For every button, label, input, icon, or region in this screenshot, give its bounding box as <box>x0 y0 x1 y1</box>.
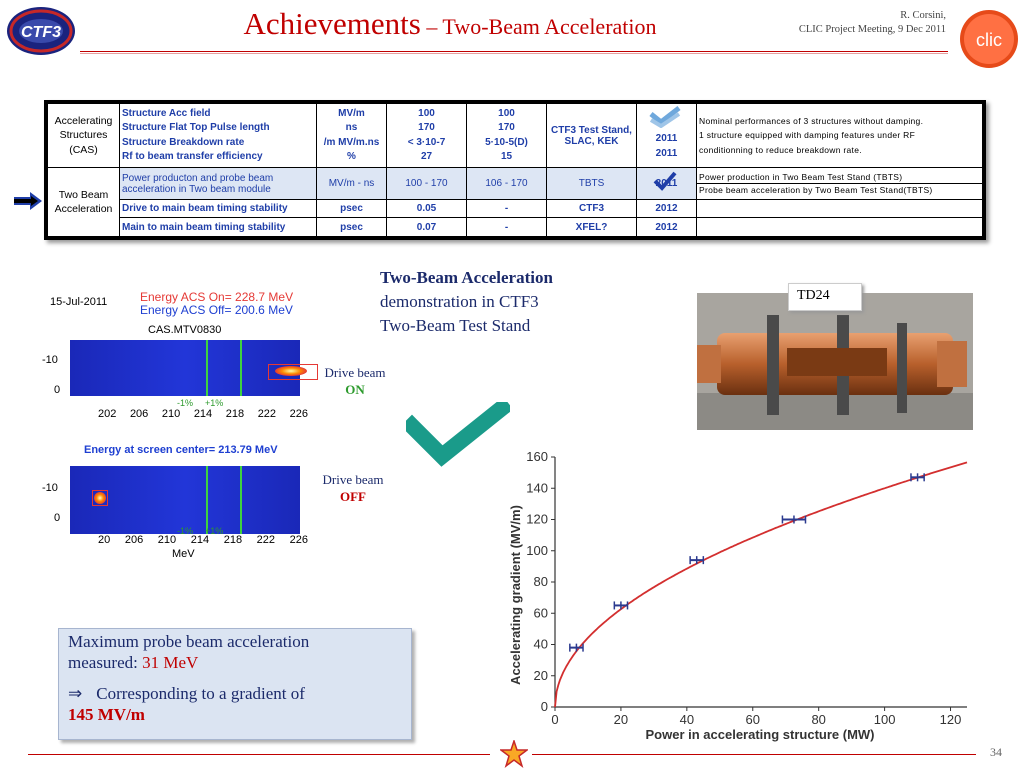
off-marker-plus: +1% <box>205 526 224 536</box>
demo-caption <box>380 266 553 338</box>
energy-on-text: Energy ACS On= 228.7 MeV <box>140 290 294 304</box>
x-ticks-on: 202 206 210 214 218 222 226 <box>98 408 308 420</box>
svg-text:clic: clic <box>976 30 1002 50</box>
x-tick-label: 120 <box>939 712 962 727</box>
y-tick-0: 0 <box>54 384 61 396</box>
screen-xlabel: MeV <box>172 548 195 560</box>
screen-on-panel <box>30 290 310 420</box>
main-v2: - <box>467 218 547 237</box>
author-name: R. Corsini, <box>900 10 946 21</box>
tba-param: Power producton and probe beam acceleration in Two beam module <box>120 168 317 199</box>
svg-text:CTF3: CTF3 <box>21 24 61 41</box>
demo-line-1: Two-Beam Acceleration <box>380 268 553 287</box>
main-notes <box>697 218 983 237</box>
result-gradient: 145 MV/m <box>68 705 145 724</box>
group-tba-label: Two Beam Acceleration <box>48 168 120 237</box>
x-tick-label: 0 <box>551 712 559 727</box>
energy-off-text: Energy ACS Off= 200.6 MeV <box>140 303 293 317</box>
tba-facility: TBTS <box>547 168 637 199</box>
drive-beam-off-label: Drive beam OFF <box>322 472 384 504</box>
star-icon <box>500 740 528 773</box>
demo-line-2: demonstration in CTF3 <box>380 292 539 311</box>
achievements-table <box>44 100 986 240</box>
gradient-chart <box>505 445 975 745</box>
screen-date: 15-Jul-2011 <box>50 296 108 308</box>
x-tick-label: 80 <box>811 712 826 727</box>
success-checkmark-icon <box>406 402 510 473</box>
off-y-tick-0: 0 <box>54 512 61 524</box>
td24-photo <box>697 293 973 430</box>
x-tick-label: 60 <box>745 712 760 727</box>
tba-year: 2011 <box>637 168 697 199</box>
checkmark-icon <box>649 106 681 128</box>
drive-facility: CTF3 <box>547 199 637 218</box>
screen-on-image <box>70 340 300 396</box>
main-facility: XFEL? <box>547 218 637 237</box>
y-tick-minus10: -10 <box>42 354 58 366</box>
main-unit: psec <box>317 218 387 237</box>
y-tick-label: 40 <box>533 636 548 652</box>
meeting-info: CLIC Project Meeting, 9 Dec 2011 <box>798 24 946 35</box>
marker-minus: -1% <box>177 398 194 408</box>
main-year: 2012 <box>637 218 697 237</box>
y-tick-label: 160 <box>526 449 548 464</box>
result-line-3: ⇒ Corresponding to a gradient of <box>68 684 305 703</box>
row-arrow-icon <box>14 192 42 215</box>
off-y-tick-minus10: -10 <box>42 482 58 494</box>
author-block <box>799 9 946 37</box>
y-tick-label: 20 <box>533 667 548 683</box>
cas-facility: CTF3 Test Stand, SLAC, KEK <box>547 104 637 168</box>
drive-v2: - <box>467 199 547 218</box>
cas-units: MV/m ns /m MV/m.ns % <box>317 104 387 168</box>
x-tick-label: 100 <box>873 712 896 727</box>
off-marker-minus: -1% <box>177 526 194 536</box>
result-line-2: measured: 31 MeV <box>68 653 199 672</box>
y-tick-label: 120 <box>526 511 548 527</box>
drive-notes <box>697 199 983 218</box>
tba-v1: 100 - 170 <box>387 168 467 199</box>
tba-v2: 106 - 170 <box>467 168 547 199</box>
title-main: Achievements <box>243 6 421 41</box>
footer-rule-right <box>532 754 976 755</box>
x-ticks-off: 20 206 210 214 218 222 226 <box>98 534 308 546</box>
title-sub: – Two-Beam Acceleration <box>420 14 657 39</box>
cas-values-2: 100 170 5·10-5(D) 15 <box>467 104 547 168</box>
y-tick-label: 80 <box>533 574 548 589</box>
header-rule <box>80 51 948 52</box>
screen-off-panel <box>30 442 310 562</box>
drive-unit: psec <box>317 199 387 218</box>
chart-xlabel: Power in accelerating structure (MW) <box>645 727 875 742</box>
tba-unit: MV/m - ns <box>317 168 387 199</box>
cas-values-1: 100 170 < 3·10-7 27 <box>387 104 467 168</box>
photo-label: TD24 <box>788 283 862 311</box>
x-tick-label: 40 <box>679 712 695 727</box>
y-tick-label: 140 <box>526 480 548 496</box>
screen-center-text: Energy at screen center= 213.79 MeV <box>84 444 278 456</box>
page-title <box>0 6 900 42</box>
y-tick-label: 100 <box>526 542 548 558</box>
data-point <box>911 473 924 481</box>
y-tick-label: 0 <box>540 699 548 714</box>
y-tick-label: 60 <box>533 605 548 621</box>
fit-curve <box>555 462 967 707</box>
cas-year: 2011 2011 <box>637 104 697 168</box>
page-number: 34 <box>990 745 1002 759</box>
data-point <box>614 601 627 609</box>
data-point <box>690 556 703 564</box>
x-tick-label: 20 <box>613 712 629 727</box>
cas-notes: Nominal performances of 3 structures without damping. 1 structure equipped with damping features under RF conditionning to reduce breakdown rate. <box>697 104 983 168</box>
group-cas-label: Accelerating Structures (CAS) <box>48 104 120 168</box>
checkmark-icon <box>653 171 677 191</box>
drive-param: Drive to main beam timing stability <box>120 199 317 218</box>
drive-v1: 0.05 <box>387 199 467 218</box>
cas-params: Structure Acc field Structure Flat Top Pulse length Structure Breakdown rate Rf to beam transfer efficiency <box>120 104 317 168</box>
monitor-name: CAS.MTV0830 <box>148 324 222 336</box>
main-v1: 0.07 <box>387 218 467 237</box>
drive-beam-on-label: Drive beam ON <box>324 365 386 397</box>
result-line-1: Maximum probe beam acceleration <box>68 632 310 651</box>
drive-year: 2012 <box>637 199 697 218</box>
screen-off-image <box>70 466 300 534</box>
footer-rule-left <box>28 754 490 755</box>
clic-logo <box>958 8 1020 70</box>
chart-ylabel: Accelerating gradient (MV/m) <box>508 505 523 685</box>
demo-line-3: Two-Beam Test Stand <box>380 316 531 335</box>
result-value: 31 MeV <box>142 653 199 672</box>
result-box <box>58 628 412 740</box>
marker-plus: +1% <box>205 398 224 408</box>
implies-arrow-icon: ⇒ <box>68 684 83 703</box>
header-rule-shadow <box>80 53 948 54</box>
main-param: Main to main beam timing stability <box>120 218 317 237</box>
tba-notes: Power production in Two Beam Test Stand (TBTS) Probe beam acceleration by Two Beam Test Stand(TBTS) <box>697 168 983 199</box>
